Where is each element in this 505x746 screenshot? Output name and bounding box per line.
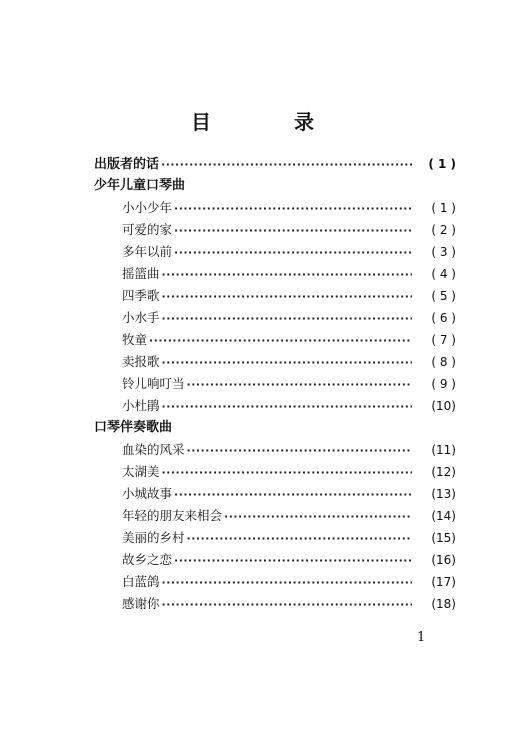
- toc-entry-label: 铃儿响叮当: [122, 376, 185, 391]
- dot-leader: [174, 484, 412, 506]
- toc-entry-page: ( 3 ): [431, 245, 456, 259]
- table-of-contents: [94, 153, 456, 615]
- toc-entry[interactable]: [94, 241, 456, 263]
- toc-entry-label: 卖报歌: [122, 354, 160, 369]
- toc-entry-page: ( 1 ): [431, 201, 456, 215]
- toc-section-heading: [94, 175, 456, 197]
- toc-entry-page: ( 9 ): [431, 377, 456, 391]
- toc-entry[interactable]: [94, 395, 456, 417]
- toc-entry-page: ( 4 ): [431, 267, 456, 281]
- toc-entry-page: ( 2 ): [431, 223, 456, 237]
- toc-entry[interactable]: [94, 461, 456, 483]
- toc-entry[interactable]: [94, 505, 456, 527]
- toc-entry-page: (17): [431, 575, 456, 589]
- dot-leader: [187, 528, 412, 550]
- toc-entry[interactable]: [94, 219, 456, 241]
- toc-entry-label: 小城故事: [122, 486, 173, 501]
- toc-entry-label: 太湖美: [122, 464, 160, 479]
- toc-entry-page: (11): [431, 443, 456, 457]
- dot-leader: [187, 440, 412, 462]
- toc-entry-page: (14): [431, 509, 456, 523]
- toc-entry-label: 可爱的家: [122, 222, 173, 237]
- toc-entry[interactable]: [94, 571, 456, 593]
- toc-entry-page: ( 8 ): [431, 355, 456, 369]
- dot-leader: [174, 550, 412, 572]
- dot-leader: [162, 286, 412, 308]
- toc-entry-page: (18): [431, 597, 456, 611]
- toc-entry[interactable]: [94, 329, 456, 351]
- section-heading-label: 口琴伴奏歌曲: [94, 420, 173, 435]
- dot-leader: [187, 374, 412, 396]
- section-heading-label: 少年儿童口琴曲: [94, 178, 186, 193]
- toc-entry-label: 血染的风采: [122, 442, 185, 457]
- toc-entry-label: 小小少年: [122, 200, 173, 215]
- toc-entry-label: 四季歌: [122, 288, 160, 303]
- toc-entry-label: 摇篮曲: [122, 266, 160, 281]
- toc-entry-label: 白蓝鸽: [122, 574, 160, 589]
- dot-leader: [162, 594, 412, 616]
- toc-entry-label: 牧童: [122, 332, 148, 347]
- dot-leader: [162, 572, 412, 594]
- toc-entry[interactable]: [94, 439, 456, 461]
- dot-leader: [162, 264, 412, 286]
- dot-leader: [174, 198, 412, 220]
- toc-entry-label: 多年以前: [122, 244, 173, 259]
- toc-entry-page: ( 7 ): [431, 333, 456, 347]
- toc-entry[interactable]: [94, 373, 456, 395]
- toc-entry-page: (12): [431, 465, 456, 479]
- toc-entry[interactable]: [94, 307, 456, 329]
- toc-entry-page: ( 1 ): [428, 157, 456, 171]
- dot-leader: [161, 154, 412, 176]
- toc-entry[interactable]: [94, 351, 456, 373]
- toc-entry-page: (13): [431, 487, 456, 501]
- toc-entry[interactable]: [94, 593, 456, 615]
- toc-entry-label: 小水手: [122, 310, 160, 325]
- toc-entry-label: 小杜鹃: [122, 398, 160, 413]
- dot-leader: [162, 462, 412, 484]
- toc-entry-page: (10): [431, 399, 456, 413]
- toc-entry-page: ( 5 ): [431, 289, 456, 303]
- dot-leader: [162, 308, 412, 330]
- toc-entry-page: (15): [431, 531, 456, 545]
- page-number: 1: [417, 630, 426, 645]
- toc-entry-page: (16): [431, 553, 456, 567]
- toc-entry-label: 出版者的话: [94, 157, 160, 172]
- toc-entry[interactable]: [94, 197, 456, 219]
- dot-leader: [162, 396, 412, 418]
- toc-entry-label: 年轻的朋友来相会: [122, 508, 223, 523]
- toc-entry-label: 故乡之恋: [122, 552, 173, 567]
- toc-entry[interactable]: [94, 549, 456, 571]
- dot-leader: [224, 506, 412, 528]
- toc-entry[interactable]: [94, 527, 456, 549]
- toc-entry-page: ( 6 ): [431, 311, 456, 325]
- dot-leader: [149, 330, 412, 352]
- toc-entry[interactable]: [94, 263, 456, 285]
- toc-entry[interactable]: [94, 483, 456, 505]
- toc-entry[interactable]: [94, 285, 456, 307]
- toc-section-heading: [94, 417, 456, 439]
- toc-entry-preface[interactable]: [94, 153, 456, 175]
- dot-leader: [174, 242, 412, 264]
- dot-leader: [162, 352, 412, 374]
- toc-entry-label: 感谢你: [122, 596, 160, 611]
- dot-leader: [174, 220, 412, 242]
- page-title: 目 录: [191, 110, 352, 134]
- toc-entry-label: 美丽的乡村: [122, 530, 185, 545]
